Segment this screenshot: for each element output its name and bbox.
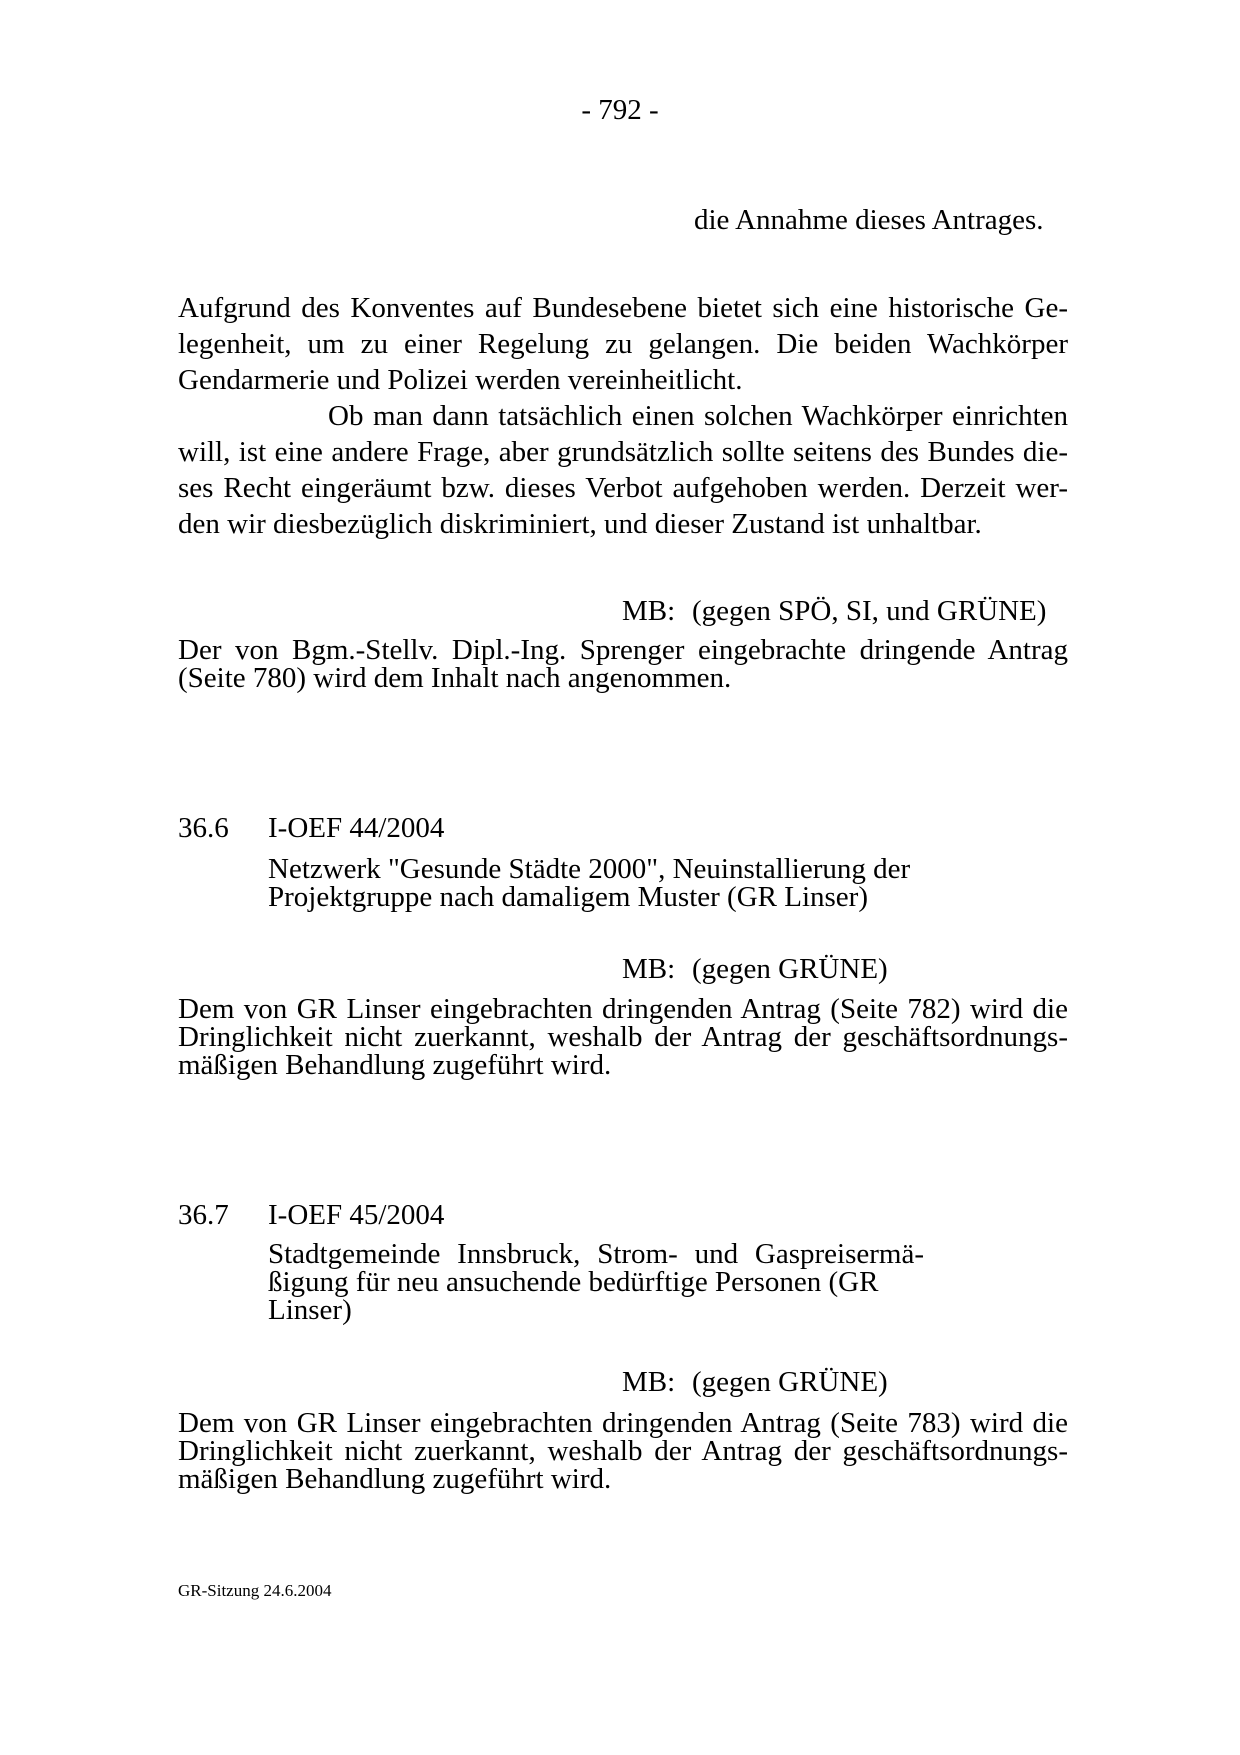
vote-label: MB: (622, 953, 676, 985)
closing-line: die Annahme dieses Antrages. (694, 204, 1044, 236)
vote-result-36-7 (622, 1364, 888, 1400)
vote-value: (gegen GRÜNE) (692, 1366, 888, 1398)
paragraph-line: ses Recht eingeräumt bzw. dieses Verbot aufgehoben werden. Derzeit wer- (178, 472, 1068, 504)
item-number: 36.6 (178, 812, 229, 844)
item-number: 36.7 (178, 1199, 229, 1231)
vote-label: MB: (622, 595, 676, 627)
decision-line: (Seite 780) wird dem Inhalt nach angenommen. (178, 662, 732, 694)
description-line: Netzwerk "Gesunde Städte 2000", Neuinstallierung der (268, 853, 911, 885)
decision-line: mäßigen Behandlung zugeführt wird. (178, 1463, 612, 1495)
vote-label: MB: (622, 1366, 676, 1398)
decision-36-6 (178, 995, 1068, 1079)
description-line: Projektgruppe nach damaligem Muster (GR Linser) (268, 881, 868, 913)
vote-value: (gegen SPÖ, SI, und GRÜNE) (692, 595, 1047, 627)
item-id: I-OEF 45/2004 (268, 1199, 445, 1231)
paragraph-konvent (178, 290, 1068, 398)
paragraph-line: den wir diesbezüglich diskriminiert, und dieser Zustand ist unhaltbar. (178, 508, 982, 540)
decision-line: mäßigen Behandlung zugeführt wird. (178, 1049, 612, 1081)
paragraph-line: Gendarmerie und Polizei werden vereinheitlicht. (178, 364, 743, 396)
decision-line: Dem von GR Linser eingebrachten dringenden Antrag (Seite 782) wird die (178, 993, 1068, 1025)
decision-line: Dringlichkeit nicht zuerkannt, weshalb der Antrag der geschäftsordnungs- (178, 1435, 1068, 1467)
page-number: - 792 - (581, 94, 659, 126)
paragraph-line: legenheit, um zu einer Regelung zu gelangen. Die beiden Wachkörper (178, 328, 1068, 360)
description-line: ßigung für neu ansuchende bedürftige Personen (GR (268, 1266, 879, 1298)
decision-line: Der von Bgm.-Stellv. Dipl.-Ing. Sprenger eingebrachte dringende Antrag (178, 634, 1068, 666)
paragraph-wachkoerper (178, 398, 1068, 542)
description-line: Linser) (268, 1294, 352, 1326)
item-id: I-OEF 44/2004 (268, 812, 445, 844)
paragraph-line: Ob man dann tatsächlich einen solchen Wachkörper einrichten (328, 400, 1068, 432)
description-line: Stadtgemeinde Innsbruck, Strom- und Gaspreisermä- (268, 1238, 924, 1270)
item-description (268, 855, 924, 911)
item-description (268, 1240, 924, 1324)
decision-line: Dringlichkeit nicht zuerkannt, weshalb der Antrag der geschäftsordnungs- (178, 1021, 1068, 1053)
vote-result-36-6 (622, 951, 888, 987)
decision-36-7 (178, 1409, 1068, 1493)
paragraph-line: will, ist eine andere Frage, aber grundsätzlich sollte seitens des Bundes die- (178, 436, 1068, 468)
decision-line: Dem von GR Linser eingebrachten dringenden Antrag (Seite 783) wird die (178, 1407, 1068, 1439)
vote-result-1 (622, 593, 1046, 629)
footer-session-date: GR-Sitzung 24.6.2004 (178, 1581, 332, 1600)
decision-1 (178, 636, 1068, 692)
paragraph-line: Aufgrund des Konventes auf Bundesebene bietet sich eine historische Ge- (178, 292, 1068, 324)
vote-value: (gegen GRÜNE) (692, 953, 888, 985)
